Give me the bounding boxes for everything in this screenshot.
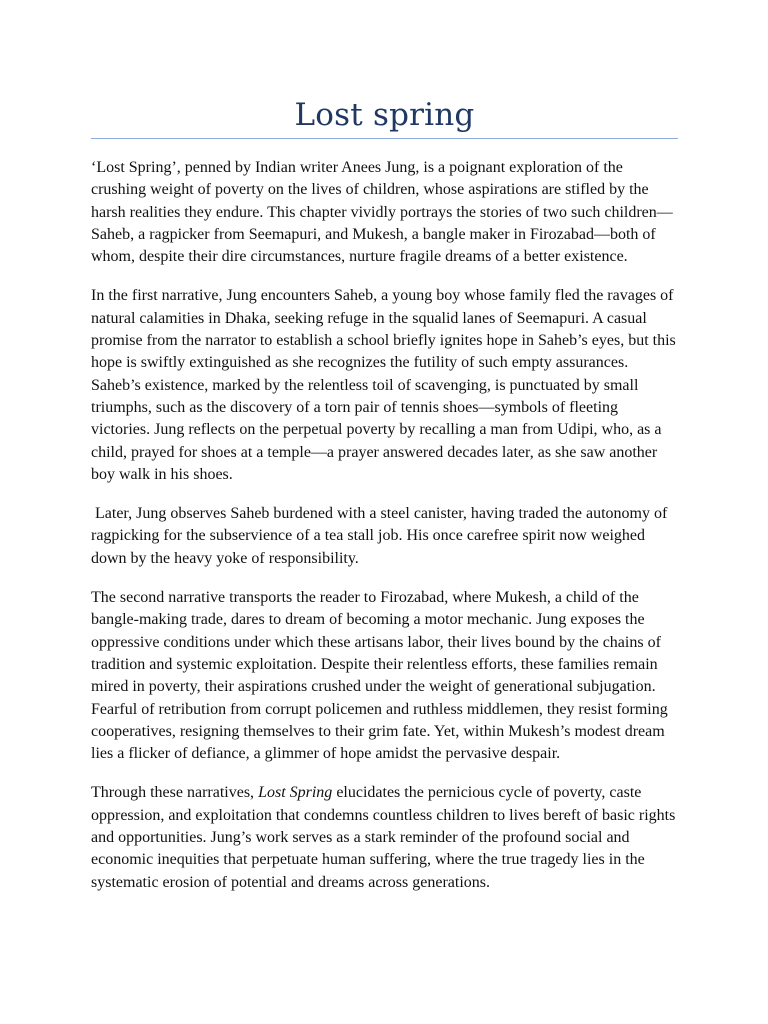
- conclusion-italic-title: Lost Spring: [258, 784, 333, 802]
- conclusion-text-before: Through these narratives,: [91, 784, 259, 802]
- document-page: [91, 96, 678, 911]
- paragraph-intro: ‘Lost Spring’, penned by Indian writer Anees Jung, is a poignant exploration of the crushing weight of poverty on the lives of children, whose aspirations are stifled by the harsh realities they endure. This chapter vividly portrays the stories of two such children—Saheb, a ragpicker from Seemapuri, and Mukesh, a bangle maker in Firozabad—both of whom, despite their dire circumstances, nurture fragile dreams of a better existence.: [91, 159, 673, 266]
- conclusion-text-after: elucidates the pernicious cycle of poverty, caste oppression, and exploitation that condemns countless children to lives bereft of basic rights and opportunities. Jung’s work serves as a stark reminder of the profound social and economic inequities that perpetuate human suffering, where the true tragedy lies in the systematic erosion of potential and dreams across generations.: [91, 784, 676, 891]
- document-title: Lost spring: [294, 97, 475, 133]
- paragraph-saheb-narrative: In the first narrative, Jung encounters Saheb, a young boy whose family fled the ravages of natural calamities in Dhaka, seeking refuge in the squalid lanes of Seemapuri. A casual promise from the narrator to establish a school briefly ignites hope in Saheb’s eyes, but this hope is swiftly extinguished as she recognizes the futility of such empty assurances. Saheb’s existence, marked by the relentless toil of scavenging, is punctuated by small triumphs, such as the discovery of a torn pair of tennis shoes—symbols of fleeting victories. Jung reflects on the perpetual poverty by recalling a man from Udipi, who, as a child, prayed for shoes at a temple—a prayer answered decades later, as she saw another boy walk in his shoes.: [91, 287, 676, 483]
- title-underline-rule: [91, 138, 678, 139]
- paragraph-saheb-later: Later, Jung observes Saheb burdened with a steel canister, having traded the autonomy of ragpicking for the subservience of a tea stall job. His once carefree spirit now weighed down by the heavy yoke of responsibility.: [91, 505, 672, 567]
- paragraph-conclusion: [91, 782, 678, 893]
- paragraph-mukesh-narrative: The second narrative transports the reader to Firozabad, where Mukesh, a child of the bangle-making trade, dares to dream of becoming a motor mechanic. Jung exposes the oppressive conditions under which these artisans labor, their lives bound by the chains of tradition and systemic exploitation. Despite their relentless efforts, these families remain mired in poverty, their aspirations crushed under the weight of generational subjugation. Fearful of retribution from corrupt policemen and ruthless middlemen, they resist forming cooperatives, resigning themselves to their grim fate. Yet, within Mukesh’s modest dream lies a flicker of defiance, a glimmer of hope amidst the pervasive despair.: [91, 589, 668, 763]
